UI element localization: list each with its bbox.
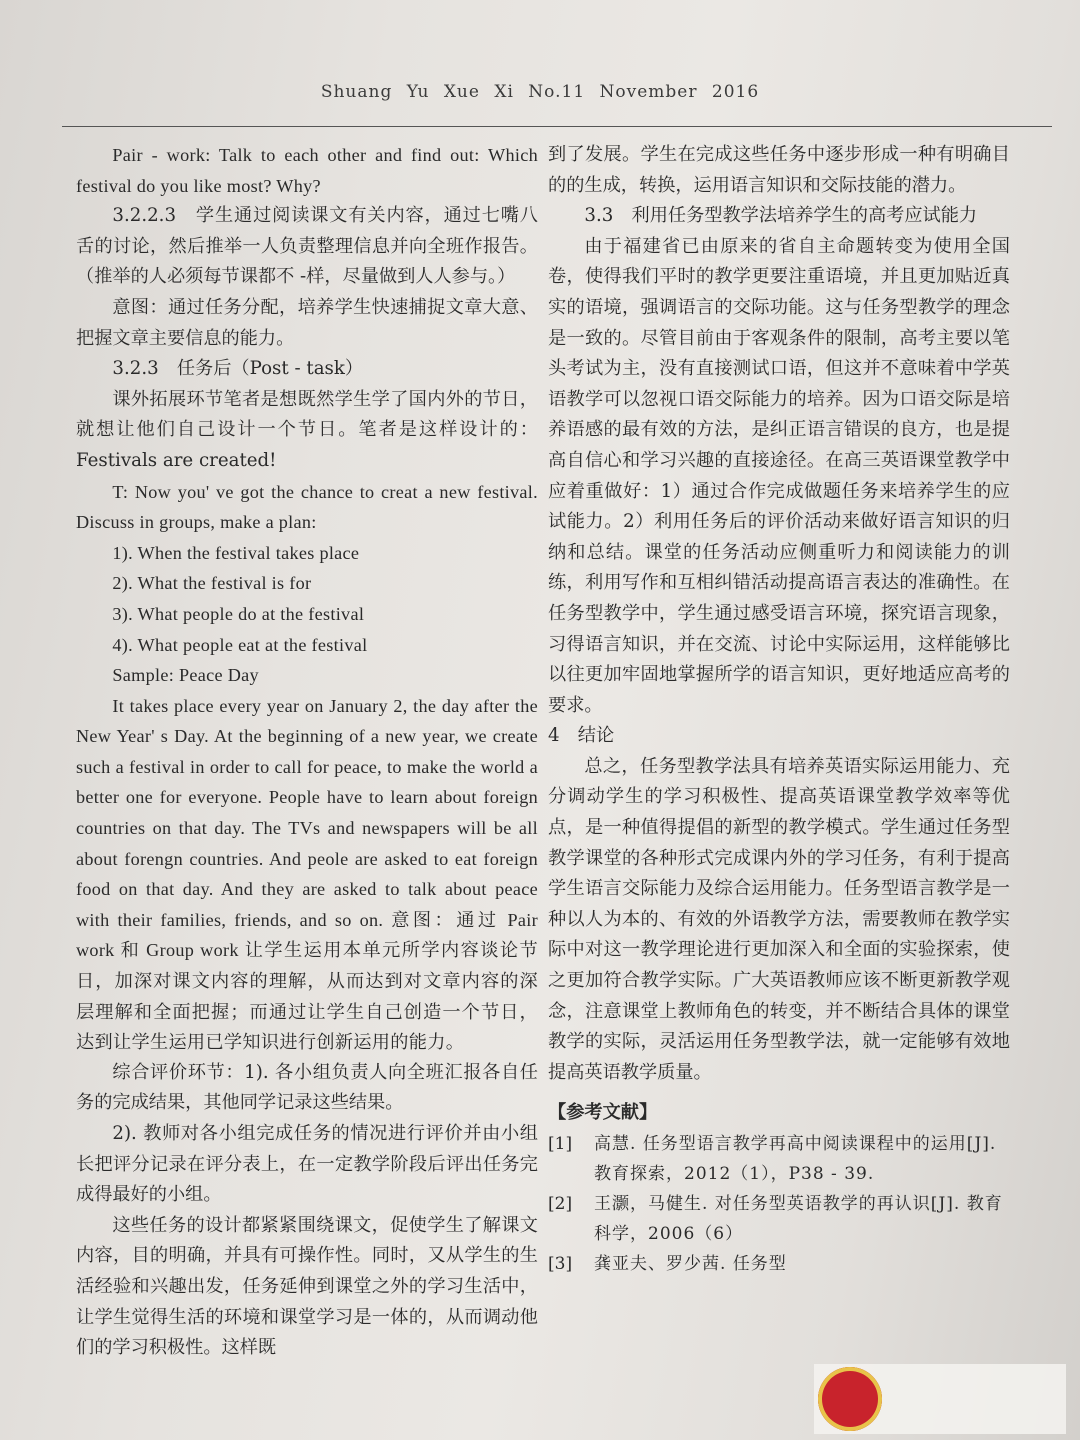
right-paragraph: 3.3 利用任务型教学法培养学生的高考应试能力 <box>584 205 978 227</box>
reference-item <box>548 1249 1010 1279</box>
references-list <box>548 1129 1010 1279</box>
reference-item <box>548 1189 1010 1249</box>
right-paragraph: 由于福建省已由原来的省自主命题转变为使用全国卷，使得我们平时的教学更要注重语境，并且更加贴近真实的语境，强调语言的交际功能。这与任务型教学的理念是一致的。尽管目前由于客观条件的限制，高考主要以笔头考试为主，没有直接测试口语，但这并不意味着中学英语教学可以忽视口语交际能力的培养。因为口语交际是培养语感的最有效的方法，是纠正语言错误的良方，也是提高自信心和学习兴趣的直接途径。在高三英语课堂教学中应着重做好：1）通过合作完成做题任务来培养学生的应试能力。2）利用任务后的评价活动来做好语言知识的归纳和总结。课堂的任务活动应侧重听力和阅读能力的训练，利用写作和互相纠错活动提高语言表达的准确性。在任务型教学中，学生通过感受语言环境，探究语言现象，习得语言知识，并在交流、讨论中实际运用，这样能够比以往更加牢固地掌握所学的语言知识，更好地适应高考的要求。 <box>548 235 1010 716</box>
school-seal-icon <box>818 1367 882 1431</box>
left-paragraph: T: Now you' ve got the chance to creat a new festival. Discuss in groups, make a plan: <box>76 481 538 533</box>
right-body <box>548 140 1010 1088</box>
reference-number: [3] <box>548 1254 573 1274</box>
left-paragraph: 2). 教师对各小组完成任务的情况进行评价并由小组长把评分记录在评分表上，在一定教学阶段后评出任务完成得最好的小组。 <box>76 1123 538 1206</box>
reference-text: 高慧. 任务型语言教学再高中阅读课程中的运用[J]. 教育探索，2012（1），P38 - 39. <box>594 1134 997 1184</box>
reference-text: 王灏，马健生. 对任务型英语教学的再认识[J]. 教育科学，2006（6） <box>594 1194 1003 1244</box>
left-column <box>76 140 538 1364</box>
left-paragraph: 1). When the festival takes place <box>112 542 360 563</box>
left-paragraph: 意图：通过任务分配，培养学生快速捕捉文章大意、把握文章主要信息的能力。 <box>76 296 538 349</box>
left-paragraph: 3). What people do at the festival <box>112 603 365 624</box>
school-logo <box>814 1364 1066 1434</box>
reference-text: 龚亚夫、罗少茜. 任务型 <box>594 1254 787 1274</box>
references-title: 【参考文献】 <box>548 1102 658 1124</box>
reference-number: [1] <box>548 1134 573 1154</box>
left-paragraph: 2). What the festival is for <box>112 573 312 594</box>
reference-item <box>548 1129 1010 1189</box>
left-paragraph: Pair - work: Talk to each other and find out: Which festival do you like most? Why? <box>76 145 538 196</box>
left-paragraph: It takes place every year on January 2, the day after the New Year' s Day. At the beginning of a new year, we create such a festival in order to call for peace, to make the world a better one for everyone. People have to learn about foreign countries on that day. The TVs and newspapers will be all about forengn countries. And peole are asked to eat foreign food on that day. And they are asked to talk about peace with their families, friends, and so on. 意图：通过 Pair work 和 Group work 让学生运用本单元所学内容谈论节日，加深对课文内容的理解，从而达到对文章内容的深层理解和全面把握；而通过让学生自己创造一个节日，达到让学生运用已学知识进行创新运用的能力。 <box>76 695 538 1053</box>
header-rule <box>62 126 1052 127</box>
right-paragraph: 总之，任务型教学法具有培养英语实际运用能力、充分调动学生的学习积极性、提高英语课堂教学效率等优点，是一种值得提倡的新型的教学模式。学生通过任务型教学课堂的各种形式完成课内外的学习任务，有利于提高学生语言交际能力及综合运用能力。任务型语言教学是一种以人为本的、有效的外语教学方法，需要教师在教学实际中对这一教学理论进行更加深入和全面的实验探索，使之更加符合教学实际。广大英语教师应该不断更新教学观念，注意课堂上教师角色的转变，并不断结合具体的课堂教学的实际，灵活运用任务型教学法，就一定能够有效地提高英语教学质量。 <box>548 755 1010 1083</box>
left-paragraph: 课外拓展环节笔者是想既然学生学了国内外的节日，就想让他们自己设计一个节日。笔者是这样设计的：Festivals are created! <box>76 388 538 471</box>
left-paragraph: 3.2.2.3 学生通过阅读课文有关内容，通过七嘴八舌的讨论，然后推举一人负责整理信息并向全班作报告。（推举的人必须每节课都不 -样，尽量做到人人参与。） <box>76 205 538 288</box>
left-paragraph: Sample: Peace Day <box>112 665 259 686</box>
running-header: Shuang Yu Xue Xi No.11 November 2016 <box>320 82 760 102</box>
right-paragraph: 4 结论 <box>548 725 615 747</box>
left-paragraph: 3.2.3 任务后（Post - task） <box>112 358 364 380</box>
left-paragraph: 这些任务的设计都紧紧围绕课文，促使学生了解课文内容，目的明确，并具有可操作性。同时，又从学生的生活经验和兴趣出发，任务延伸到课堂之外的学习生活中，让学生觉得生活的环境和课堂学习是一体的，从而调动他们的学习积极性。这样既 <box>76 1214 538 1359</box>
right-column <box>548 140 1010 1279</box>
left-paragraph: 4). What people eat at the festival <box>112 634 368 655</box>
right-paragraph: 到了发展。学生在完成这些任务中逐步形成一种有明确目的的生成，转换，运用语言知识和交际技能的潜力。 <box>548 144 1010 196</box>
reference-number: [2] <box>548 1194 573 1214</box>
left-paragraph: 综合评价环节：1). 各小组负责人向全班汇报各自任务的完成结果，其他同学记录这些结果。 <box>76 1061 538 1114</box>
